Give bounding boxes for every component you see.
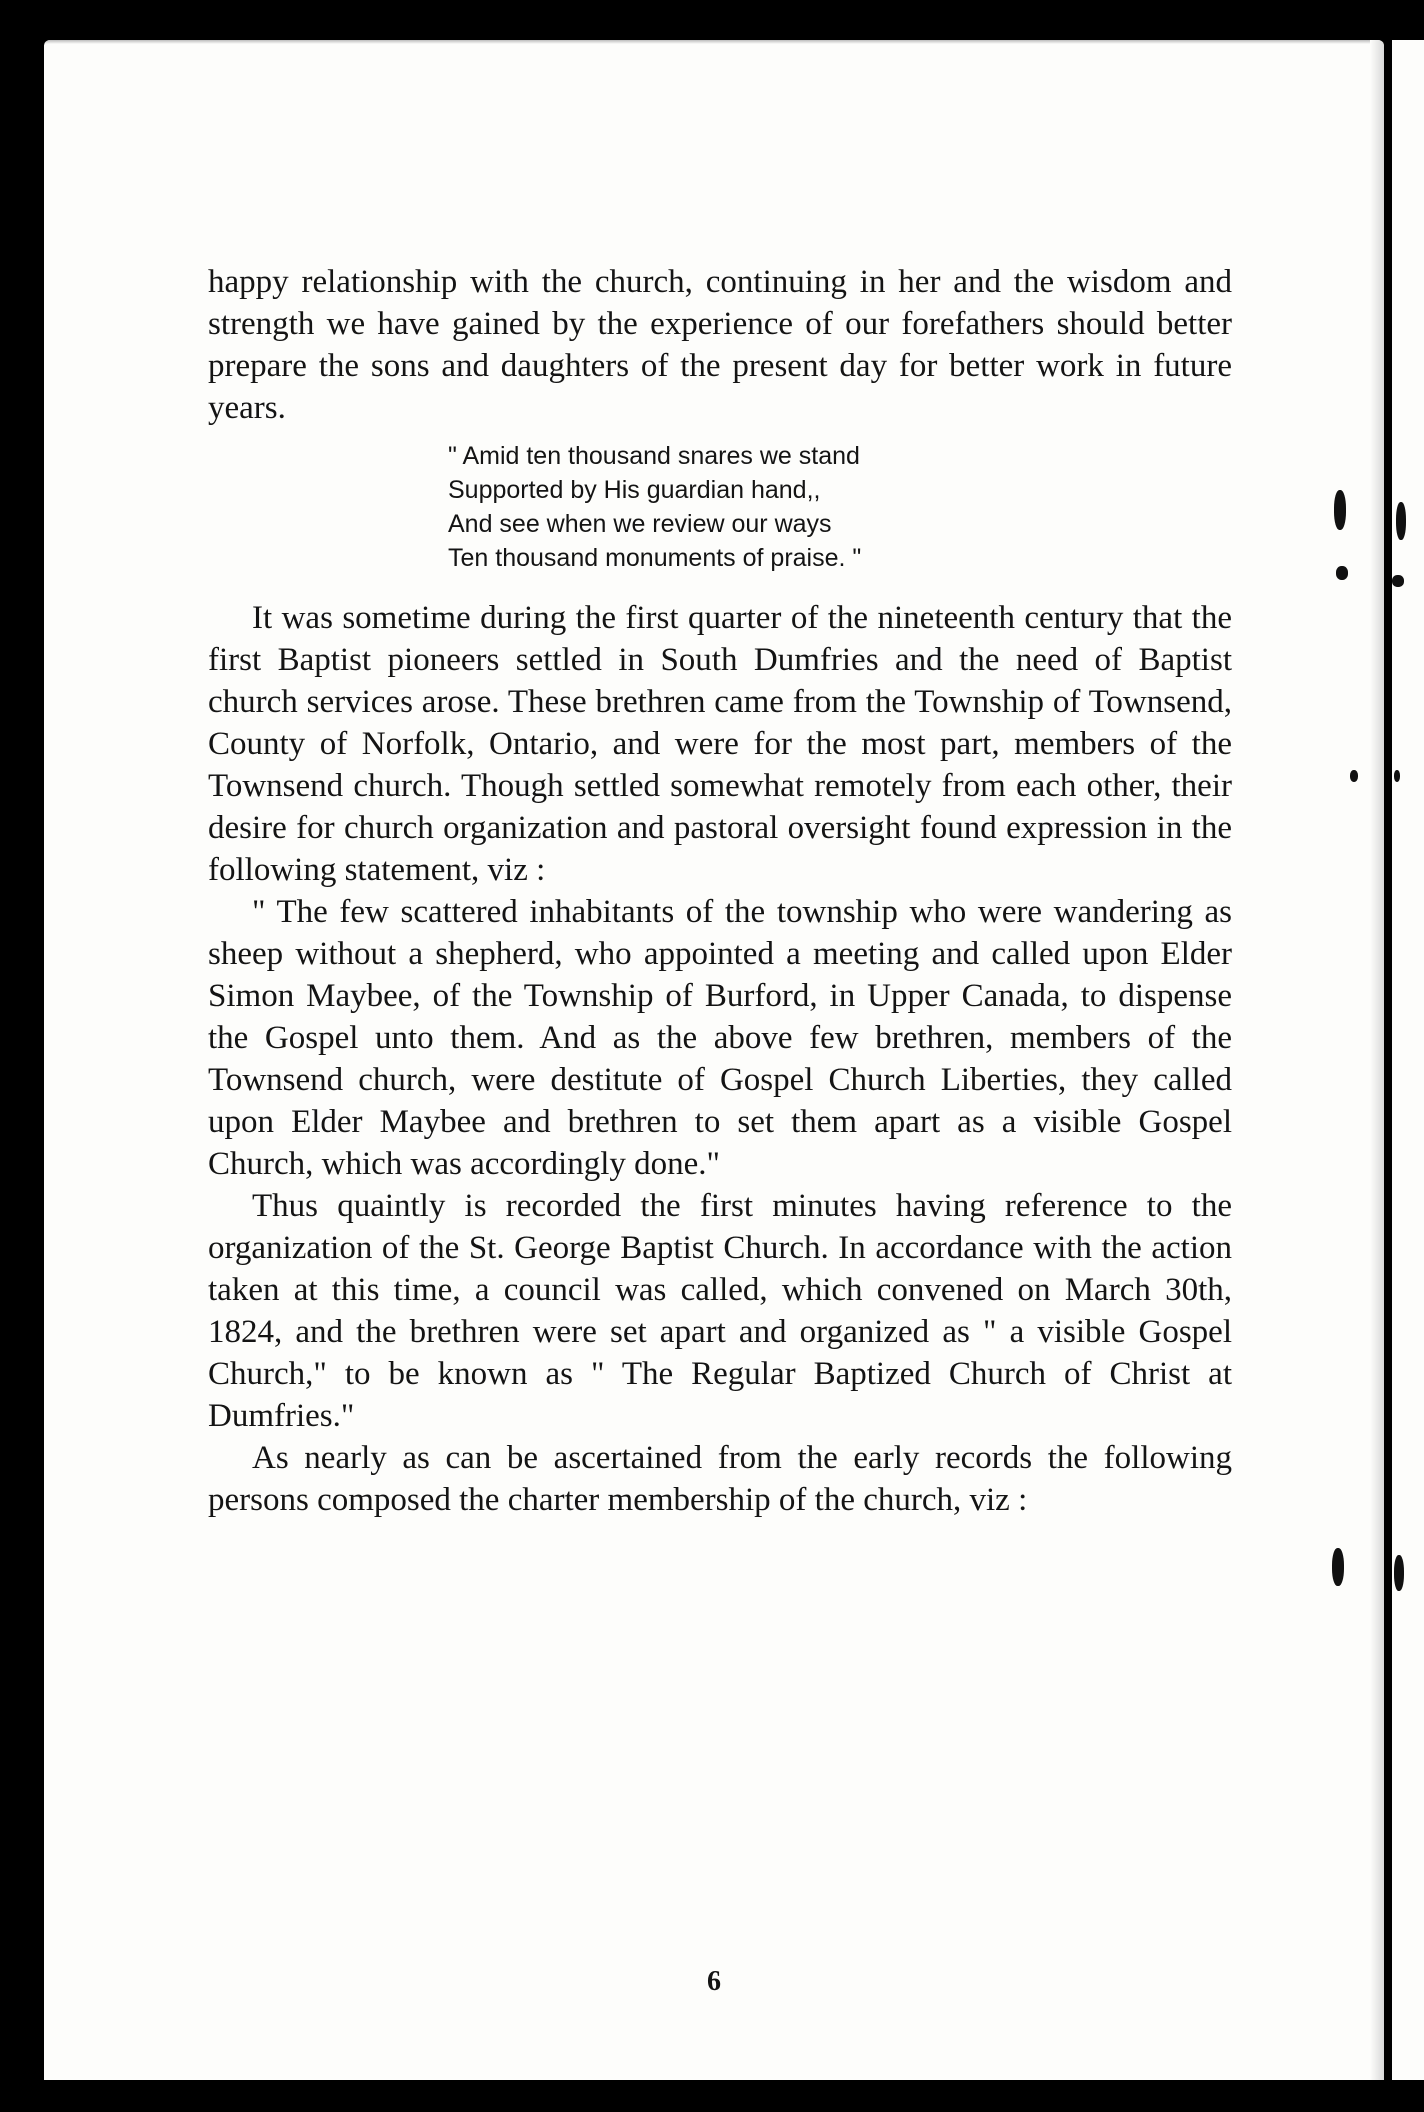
binding-hole-mark <box>1394 1555 1404 1591</box>
verse-line: Ten thousand monuments of praise. " <box>448 544 862 572</box>
page-text <box>208 261 1232 1521</box>
binding-hole-mark <box>1332 1548 1344 1586</box>
adjacent-page-edge <box>1392 40 1424 2080</box>
verse-line: " Amid ten thousand snares we stand <box>448 442 860 470</box>
page-top-edge <box>44 40 1384 44</box>
page-fold-shadow <box>1370 40 1384 2080</box>
binding-hole-mark <box>1392 575 1404 587</box>
paragraph-continuation: happy relationship with the church, continuing in her and the wisdom and strength we have gained by the experience of our forefathers should better prepare the sons and daughters of the present day for better work in future years. <box>208 264 1232 426</box>
binding-hole-mark <box>1350 770 1358 782</box>
verse-line: Supported by His guardian hand,, <box>448 476 821 504</box>
paragraph-pioneers: It was sometime during the first quarter of the nineteenth century that the first Baptist pioneers settled in South Dumfries and the need of Baptist church services arose. These brethren came from the Township of Townsend, County of Norfolk, Ontario, and were for the most part, members of the Townsend church. Though settled somewhat remotely from each other, their desire for church organization and pastoral oversight found expression in the following statement, viz : <box>208 600 1232 888</box>
paragraph-quotation: " The few scattered inhabitants of the township who were wandering as sheep without a shepherd, who appointed a meeting and called upon Elder Simon Maybee, of the Township of Burford, in Upper Canada, to dispense the Gospel unto them. And as the above few brethren, members of the Townsend church, were destitute of Gospel Church Liberties, they called upon Elder Maybee and brethren to set them apart as a visible Gospel Church, which was accordingly done." <box>208 894 1232 1182</box>
page-number: 6 <box>707 1966 721 1997</box>
binding-hole-mark <box>1396 502 1406 540</box>
verse-line: And see when we review our ways <box>448 510 832 538</box>
scanned-page <box>44 40 1384 2080</box>
binding-hole-mark <box>1336 566 1348 580</box>
binding-hole-mark <box>1334 490 1346 530</box>
binding-hole-mark <box>1394 770 1400 782</box>
paragraph-organization: Thus quaintly is recorded the first minutes having reference to the organization of the St. George Baptist Church. In accordance with the action taken at this time, a council was called, which convened on March 30th, 1824, and the brethren were set apart and organized as " a visible Gospel Church," to be known as " The Regular Baptized Church of Christ at Dumfries." <box>208 1188 1232 1434</box>
paragraph-charter-members: As nearly as can be ascertained from the early records the following persons composed the charter membership of the church, viz : <box>208 1440 1232 1518</box>
hymn-verse <box>448 439 1232 575</box>
